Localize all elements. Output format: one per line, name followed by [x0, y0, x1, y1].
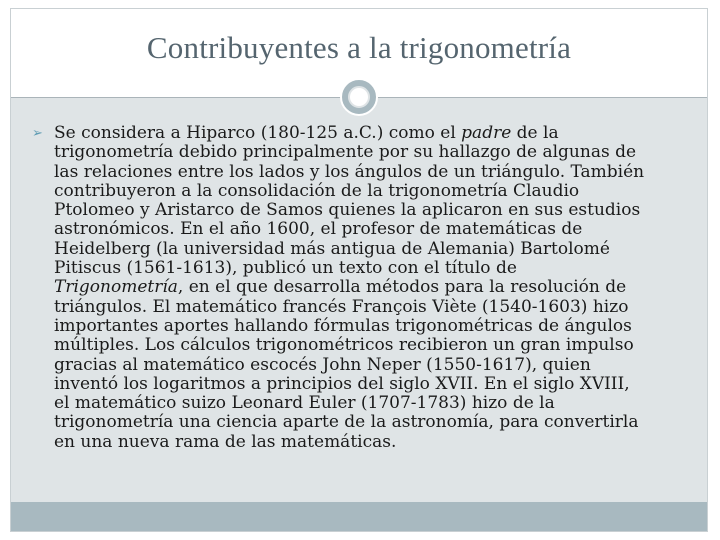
italic-term: padre — [461, 123, 512, 143]
paragraph-line — [32, 240, 692, 259]
italic-term: Trigonometría — [54, 277, 178, 298]
text-run: triángulos. El matemático francés François Viète (1540-1603) hizo — [54, 296, 629, 317]
text-run: importantes aportes hallando fórmulas trigonométricas de ángulos — [54, 315, 632, 336]
text-run: trigonometría debido principalmente por su hallazgo de algunas de — [54, 142, 637, 163]
text-run: contribuyeron a la consolidación de la trigonometría Claudio — [54, 180, 580, 201]
paragraph-line — [32, 298, 692, 317]
paragraph-line — [32, 143, 692, 162]
ring-ornament-center — [348, 86, 370, 108]
text-run: gracias al matemático escocés John Neper (1550-1617), quien — [54, 354, 591, 375]
paragraph-line — [32, 336, 692, 355]
text-run: en una nueva rama de las matemáticas. — [54, 431, 397, 452]
text-run: astronómicos. En el año 1600, el profesor de matemáticas de — [54, 219, 583, 240]
paragraph-line — [32, 278, 692, 297]
text-run: , en el que desarrolla métodos para la resolución de — [177, 277, 627, 298]
paragraph-line — [32, 317, 692, 336]
text-run: de la — [511, 123, 559, 143]
paragraph-line — [32, 163, 692, 182]
text-run: Pitiscus (1561-1613), publicó un texto con el título de — [54, 258, 517, 279]
paragraph-lines — [32, 124, 692, 452]
body-paragraph — [32, 124, 692, 452]
chevron-bullet-icon: ➢ — [32, 126, 43, 141]
text-run: Se considera a Hiparco (180-125 a.C.) como el — [54, 123, 462, 143]
paragraph-line — [32, 124, 692, 143]
paragraph-line — [32, 413, 692, 432]
paragraph-line — [32, 394, 692, 413]
paragraph-line — [32, 356, 692, 375]
text-run: trigonometría una ciencia aparte de la astronomía, para convertirla — [54, 412, 639, 433]
text-run: inventó los logaritmos a principios del siglo XVII. En el siglo XVIII, — [54, 373, 630, 394]
slide-title: Contribuyentes a la trigonometría — [146, 30, 572, 65]
paragraph-line — [32, 259, 692, 278]
text-run: Heidelberg (la universidad más antigua de Alemania) Bartolomé — [54, 238, 610, 259]
paragraph-line — [32, 201, 692, 220]
text-run: múltiples. Los cálculos trigonométricos recibieron un gran impulso — [54, 335, 634, 356]
paragraph-line — [32, 433, 692, 452]
text-run: las relaciones entre los lados y los ángulos de un triángulo. También — [54, 161, 645, 182]
paragraph-line — [32, 375, 692, 394]
text-run: Ptolomeo y Aristarco de Samos quienes la aplicaron en sus estudios — [54, 200, 641, 221]
ring-ornament-icon — [340, 78, 378, 116]
footer-bar — [11, 502, 707, 531]
paragraph-line — [32, 182, 692, 201]
text-run: el matemático suizo Leonard Euler (1707-1783) hizo de la — [54, 393, 555, 414]
paragraph-line — [32, 220, 692, 239]
